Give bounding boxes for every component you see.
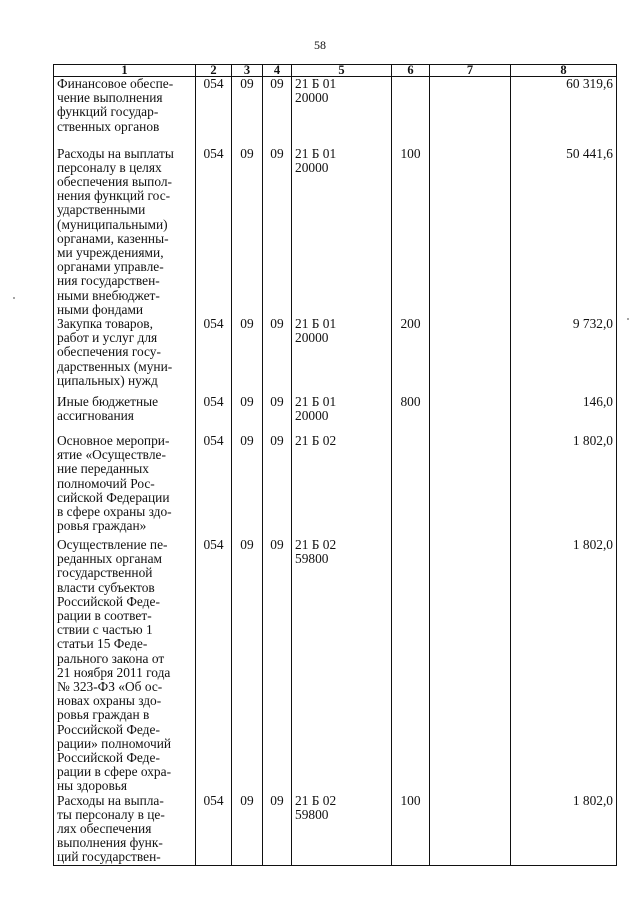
row-subsection: 09 [263,147,292,317]
row-expense-type: 200 [392,317,430,395]
row-section: 09 [232,317,263,395]
row-name: Закупка товаров, работ и услуг для обеспечения госу- дарственных (муни- ципальных) нужд [54,317,196,395]
row-sum: 1 802,0 [511,434,617,538]
row-section: 09 [232,395,263,434]
table-row [54,434,617,538]
row-expense-type: 800 [392,395,430,434]
row-target-article: 21 Б 02 [292,434,392,538]
scan-speck [13,297,15,299]
header-col-2: 2 [196,65,232,77]
row-subsection: 09 [263,77,292,147]
row-expense-type [392,77,430,147]
row-code: 054 [196,317,232,395]
row-expense-type: 100 [392,794,430,866]
row-section: 09 [232,538,263,794]
header-col-1: 1 [54,65,196,77]
table-row [54,794,617,866]
header-col-4: 4 [263,65,292,77]
scan-speck [627,318,629,320]
row-code: 054 [196,147,232,317]
row-code: 054 [196,538,232,794]
row-name: Иные бюджетные ассигнования [54,395,196,434]
row-expense-type [392,538,430,794]
row-code: 054 [196,434,232,538]
row-section: 09 [232,77,263,147]
header-col-3: 3 [232,65,263,77]
header-col-7: 7 [430,65,511,77]
row-subsection: 09 [263,538,292,794]
row-sum: 146,0 [511,395,617,434]
row-target-article: 21 Б 01 20000 [292,147,392,317]
row-sum: 1 802,0 [511,538,617,794]
row-target-article: 21 Б 01 20000 [292,77,392,147]
row-col7 [430,794,511,866]
row-subsection: 09 [263,317,292,395]
table-row [54,538,617,794]
row-col7 [430,434,511,538]
page-number: 58 [314,38,326,52]
table-row [54,317,617,395]
row-sum: 50 441,6 [511,147,617,317]
row-sum: 60 319,6 [511,77,617,147]
row-target-article: 21 Б 02 59800 [292,794,392,866]
row-target-article: 21 Б 02 59800 [292,538,392,794]
header-col-8: 8 [511,65,617,77]
header-col-6: 6 [392,65,430,77]
table-row [54,77,617,147]
row-name: Расходы на выпла- ты персоналу в це- лях обеспечения выполнения функ- ций государствен- [54,794,196,866]
row-expense-type: 100 [392,147,430,317]
row-sum: 1 802,0 [511,794,617,866]
budget-table [53,64,617,866]
header-row [54,65,617,77]
row-code: 054 [196,77,232,147]
row-section: 09 [232,434,263,538]
row-name: Финансовое обеспе- чение выполнения функций государ- ственных органов [54,77,196,147]
row-section: 09 [232,794,263,866]
row-target-article: 21 Б 01 20000 [292,317,392,395]
row-subsection: 09 [263,395,292,434]
header-col-5: 5 [292,65,392,77]
row-col7 [430,538,511,794]
row-code: 054 [196,794,232,866]
row-subsection: 09 [263,794,292,866]
row-section: 09 [232,147,263,317]
row-name: Осуществление пе- реданных органам государственной власти субъектов Российской Феде- рации в соответ- ствии с частью 1 статьи 15 Феде- рального закона от 21 ноября 2011 года № 323-ФЗ «Об ос- новах охраны здо- ровья граждан в Российской Феде- рации» полномочий Российской Феде- рации в сфере охра- ны здоровья [54,538,196,794]
table-row [54,395,617,434]
row-col7 [430,317,511,395]
row-expense-type [392,434,430,538]
row-col7 [430,77,511,147]
row-name: Основное меропри- ятие «Осуществле- ние переданных полномочий Рос- сийской Федерации в сфере охраны здо- ровья граждан» [54,434,196,538]
row-target-article: 21 Б 01 20000 [292,395,392,434]
row-sum: 9 732,0 [511,317,617,395]
row-col7 [430,147,511,317]
table-row [54,147,617,317]
row-subsection: 09 [263,434,292,538]
row-name: Расходы на выплаты персоналу в целях обеспечения выпол- нения функций гос- ударственными (муниципальными) органами, казенны- ми учреждениями, органами управле- ния государствен- ными внебюджет- ными фондами [54,147,196,317]
row-col7 [430,395,511,434]
row-code: 054 [196,395,232,434]
